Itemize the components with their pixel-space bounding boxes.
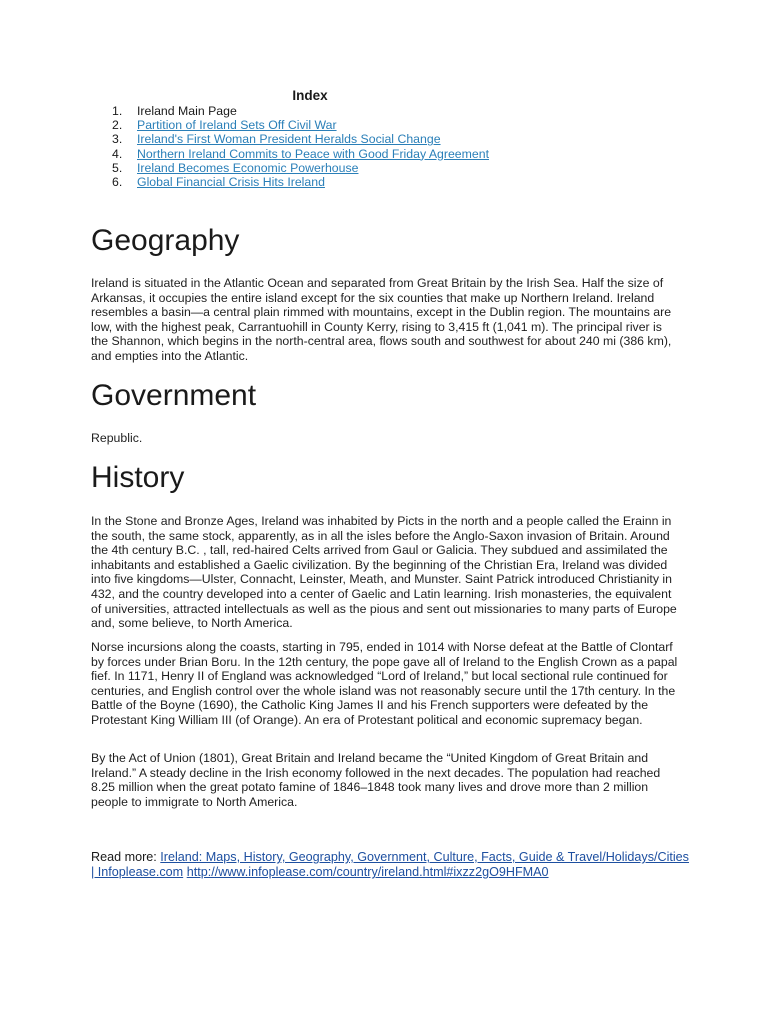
history-paragraph-1: In the Stone and Bronze Ages, Ireland was inhabited by Picts in the north and a people called the Erainn in the south, the same stock, apparently, as in all the isles before the Anglo-Saxon invasion of Britain. Around the 4th century B.C. , tall, red-haired Celts arrived from Gaul or Galicia. They subdued and assimilated the inhabitants and established a Gaelic civilization. By the beginning of the Christian Era, Ireland was divided into five kingdoms—Ulster, Connacht, Leinster, Meath, and Munster. Saint Patrick introduced Christianity in 432, and the country developed into a center of Gaelic and Latin learning. Irish monasteries, the equivalent of universities, attracted intellectuals as well as the pious and sent out missionaries to many parts of Europe and, some believe, to North America. [91, 514, 677, 631]
index-item-number: 2. [112, 118, 123, 133]
government-text: Republic. [91, 431, 143, 445]
index-item-number: 4. [112, 146, 123, 161]
index-link-partition[interactable]: Partition of Ireland Sets Off Civil War [137, 118, 337, 133]
index-link-economic-powerhouse[interactable]: Ireland Becomes Economic Powerhouse [137, 160, 359, 175]
index-list [112, 104, 489, 189]
index-item [112, 175, 489, 189]
index-item-ireland-main-page: Ireland Main Page [137, 104, 237, 118]
history-paragraph-2: Norse incursions along the coasts, starting in 795, ended in 1014 with Norse defeat at the Battle of Clontarf by forces under Brian Boru. In the 12th century, the pope gave all of Ireland to the English Crown as a papal fief. In 1171, Henry II of England was acknowledged “Lord of Ireland,” but local sectional rule continued for centuries, and English control over the whole island was not reasonably secure until the 17th century. In the Battle of the Boyne (1690), the Catholic King James II and his French supporters were defeated by the Protestant King William III (of Orange). An era of Protestant political and economic supremacy began. [91, 640, 678, 727]
index-link-financial-crisis[interactable]: Global Financial Crisis Hits Ireland [137, 175, 325, 190]
read-more-label: Read more: [91, 850, 161, 864]
geography-text: Ireland is situated in the Atlantic Ocean and separated from Great Britain by the Irish Sea. Half the size of Arkansas, it occupies the entire island except for the six counties that make up Northern Ireland. Ireland resembles a basin—a central plain rimmed with mountains, except in the Dublin region. The mountains are low, with the highest peak, Carrantuohill in County Kerry, rising to 3,415 ft (1,041 m). The principal river is the Shannon, which begins in the north-central area, flows south and southwest for about 240 mi (386 km), and empties into the Atlantic. [91, 276, 672, 363]
index-link-good-friday[interactable]: Northern Ireland Commits to Peace with Good Friday Agreement [137, 146, 489, 161]
index-item [112, 118, 489, 132]
index-item-number: 5. [112, 160, 123, 175]
index-item [112, 104, 489, 118]
index-item-number: 1. [112, 104, 123, 118]
government-heading: Government [91, 379, 257, 412]
index-item [112, 161, 489, 175]
read-more [91, 850, 691, 881]
index-title: Index [292, 88, 328, 103]
index-item-number: 3. [112, 132, 123, 147]
read-more-url[interactable]: http://www.infoplease.com/country/ireland.html#ixzz2gO9HFMA0 [186, 865, 549, 880]
index-item [112, 147, 489, 161]
history-paragraph-3: By the Act of Union (1801), Great Britain and Ireland became the “United Kingdom of Great Britain and Ireland.” A steady decline in the Irish economy followed in the next decades. The population had reached 8.25 million when the great potato famine of 1846–1848 took many lives and drove more than 2 million people to immigrate to North America. [91, 751, 661, 809]
index-item-number: 6. [112, 175, 123, 190]
index-link-woman-president[interactable]: Ireland's First Woman President Heralds Social Change [137, 132, 441, 147]
history-heading: History [91, 461, 185, 494]
read-more-link[interactable]: Ireland: Maps, History, Geography, Government, Culture, Facts, Guide & Travel/Holidays/Cities | Infoplease.com [91, 850, 689, 880]
geography-heading: Geography [91, 224, 240, 257]
index-item [112, 132, 489, 146]
